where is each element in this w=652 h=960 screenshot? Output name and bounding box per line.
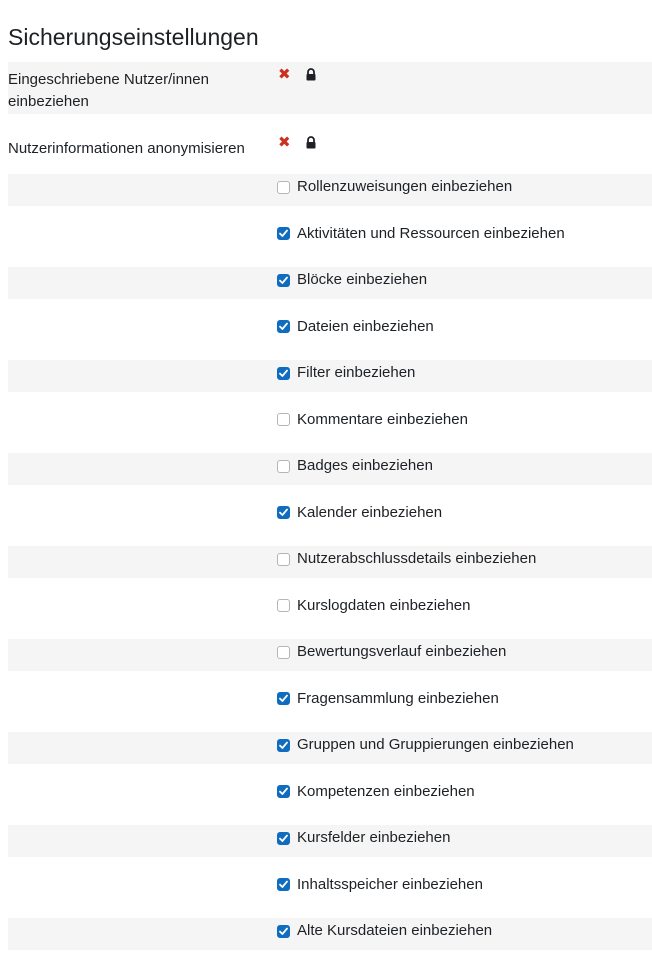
checkbox-unchecked[interactable] [277, 646, 290, 659]
option-checkbox-control[interactable] [277, 782, 475, 802]
option-label[interactable]: Inhaltsspeicher einbeziehen [297, 875, 483, 893]
checkbox-checked[interactable] [277, 739, 290, 752]
option-row [8, 732, 652, 764]
option-label[interactable]: Blöcke einbeziehen [297, 271, 428, 288]
lock-icon [305, 136, 317, 149]
checkbox-checked[interactable] [277, 320, 290, 333]
setting-status [278, 67, 317, 82]
option-row [8, 546, 652, 578]
option-checkbox-control[interactable] [277, 224, 565, 244]
option-checkbox-control[interactable] [277, 735, 574, 755]
option-label[interactable]: Nutzerabschlussdetails einbeziehen [297, 550, 537, 567]
checkbox-unchecked[interactable] [277, 460, 290, 473]
setting-status [278, 135, 317, 150]
option-row [8, 221, 652, 253]
option-checkbox-control[interactable] [277, 410, 468, 430]
option-label[interactable]: Kursfelder einbeziehen [297, 829, 451, 846]
option-row [8, 825, 652, 857]
option-label[interactable]: Kurslogdaten einbeziehen [297, 596, 471, 614]
option-row [8, 407, 652, 439]
option-checkbox-control[interactable] [277, 642, 506, 662]
option-row [8, 360, 652, 392]
option-row [8, 453, 652, 485]
lock-icon [305, 68, 317, 81]
option-label[interactable]: Kommentare einbeziehen [297, 410, 468, 428]
option-row [8, 872, 652, 904]
option-label[interactable]: Alte Kursdateien einbeziehen [297, 922, 493, 939]
option-checkbox-control[interactable] [277, 921, 492, 941]
x-icon: ✖ [278, 134, 291, 151]
option-row [8, 267, 652, 299]
option-label[interactable]: Fragensammlung einbeziehen [297, 689, 499, 707]
option-checkbox-control[interactable] [277, 317, 434, 337]
option-checkbox-control[interactable] [277, 828, 450, 848]
option-label[interactable]: Kompetenzen einbeziehen [297, 782, 475, 800]
option-checkbox-control[interactable] [277, 456, 433, 476]
checkbox-checked[interactable] [277, 878, 290, 891]
checkbox-unchecked[interactable] [277, 413, 290, 426]
checkbox-unchecked[interactable] [277, 181, 290, 194]
checkbox-unchecked[interactable] [277, 599, 290, 612]
option-row [8, 314, 652, 346]
checkbox-checked[interactable] [277, 925, 290, 938]
setting-row-enrolled-users [8, 62, 652, 114]
checkbox-checked[interactable] [277, 785, 290, 798]
option-label[interactable]: Filter einbeziehen [297, 364, 416, 381]
checkbox-unchecked[interactable] [277, 553, 290, 566]
option-checkbox-control[interactable] [277, 549, 536, 569]
checkbox-checked[interactable] [277, 274, 290, 287]
option-checkbox-control[interactable] [277, 270, 427, 290]
setting-label: Nutzerinformationen anonymisieren [8, 140, 245, 157]
option-row [8, 918, 652, 950]
option-checkbox-control[interactable] [277, 177, 512, 197]
option-label[interactable]: Aktivitäten und Ressourcen einbeziehen [297, 224, 565, 242]
checkbox-checked[interactable] [277, 227, 290, 240]
checkbox-checked[interactable] [277, 367, 290, 380]
option-row [8, 500, 652, 532]
setting-label: Eingeschriebene Nutzer/innen einbeziehen [8, 71, 209, 110]
option-label[interactable]: Gruppen und Gruppierungen einbeziehen [297, 736, 574, 753]
checkbox-checked[interactable] [277, 506, 290, 519]
option-label[interactable]: Rollenzuweisungen einbeziehen [297, 178, 513, 195]
option-label[interactable]: Badges einbeziehen [297, 457, 433, 474]
option-checkbox-control[interactable] [277, 503, 442, 523]
option-row [8, 174, 652, 206]
page-title: Sicherungseinstellungen [8, 24, 259, 50]
option-label[interactable]: Kalender einbeziehen [297, 503, 443, 521]
option-label[interactable]: Dateien einbeziehen [297, 317, 434, 335]
option-checkbox-control[interactable] [277, 689, 499, 709]
option-checkbox-control[interactable] [277, 363, 415, 383]
option-row [8, 593, 652, 625]
option-checkbox-control[interactable] [277, 875, 483, 895]
option-checkbox-control[interactable] [277, 596, 470, 616]
checkbox-checked[interactable] [277, 692, 290, 705]
option-row [8, 686, 652, 718]
checkbox-checked[interactable] [277, 832, 290, 845]
x-icon: ✖ [278, 66, 291, 83]
setting-row-anonymize [8, 130, 652, 166]
option-row [8, 639, 652, 671]
option-row [8, 779, 652, 811]
option-label[interactable]: Bewertungsverlauf einbeziehen [297, 643, 507, 660]
